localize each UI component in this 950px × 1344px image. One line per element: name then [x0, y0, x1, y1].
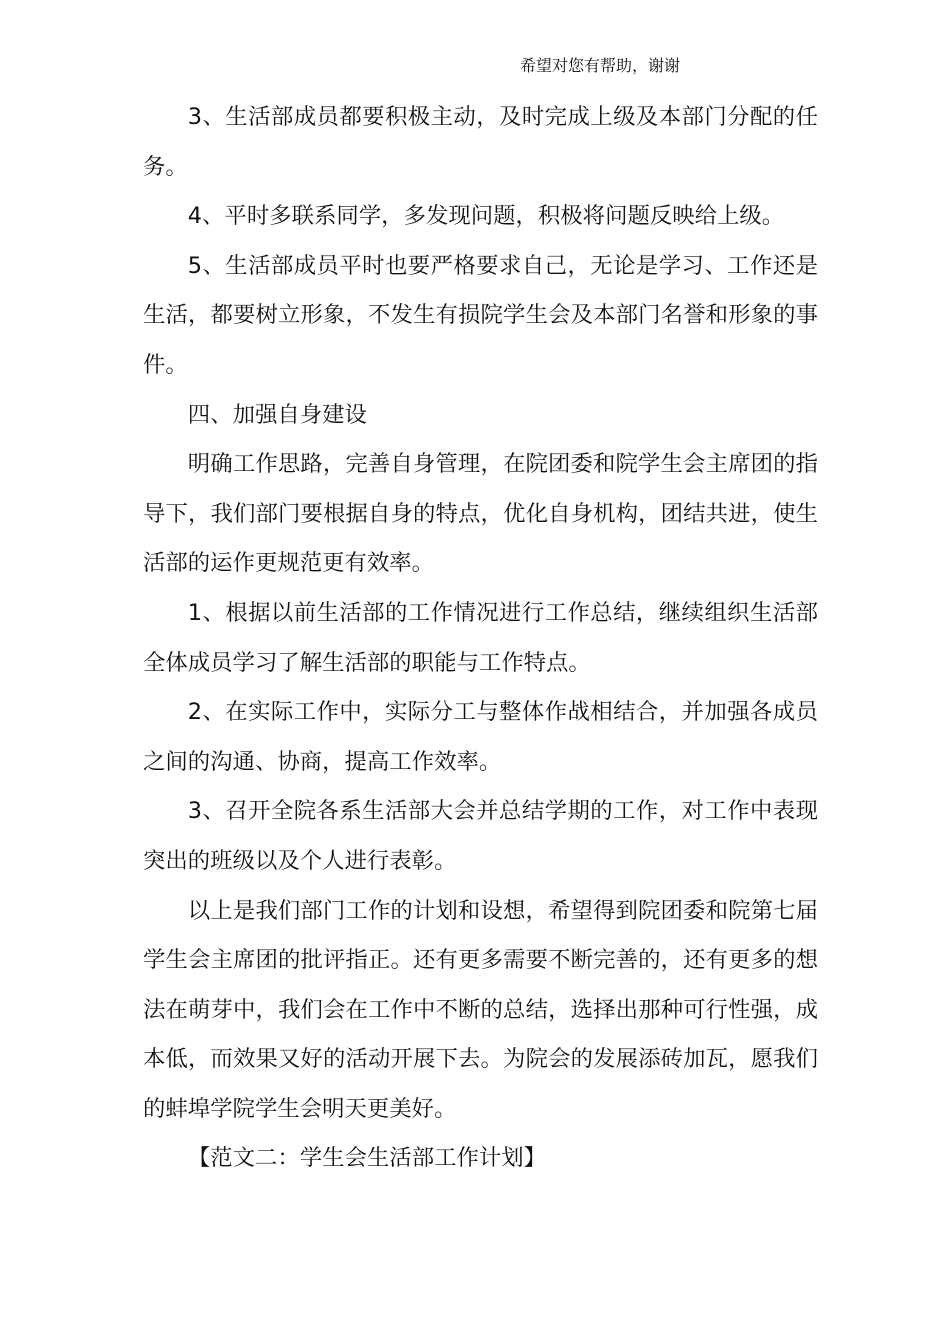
document-body: [143, 93, 818, 1184]
paragraph-item-3-meeting: 3、召开全院各系生活部大会并总结学期的工作，对工作中表现突出的班级以及个人进行表彰。: [143, 798, 818, 874]
paragraph-item-4: 4、平时多联系同学，多发现问题，积极将问题反映给上级。: [187, 203, 785, 230]
section-heading-strengthen-self-building: 四、加强自身建设: [187, 401, 367, 428]
paragraph-item-1: 1、根据以前生活部的工作情况进行工作总结，继续组织生活部全体成员学习了解生活部的职能与工作特点。: [143, 599, 818, 676]
paragraph-work-ideas: 明确工作思路，完善自身管理，在院团委和院学生会主席团的指导下，我们部门要根据自身的特点，优化自身机构，团结共进，使生活部的运作更规范更有效率。: [143, 451, 818, 577]
paragraph-item-3: 3、生活部成员都要积极主动，及时完成上级及本部门分配的任务。: [143, 104, 818, 180]
paragraph-item-5: 5、生活部成员平时也要严格要求自己，无论是学习、工作还是生活，都要树立形象，不发生有损院学生会及本部门名誉和形象的事件。: [143, 252, 818, 378]
sample-two-title: 【范文二：学生会生活部工作计划】: [187, 1145, 547, 1172]
paragraph-item-2: 2、在实际工作中，实际分工与整体作战相结合，并加强各成员之间的沟通、协商，提高工作效率。: [143, 699, 818, 775]
header-note: 希望对您有帮助，谢谢: [520, 56, 681, 75]
paragraph-conclusion: 以上是我们部门工作的计划和设想，希望得到院团委和院第七届学生会主席团的批评指正。还有更多需要不断完善的，还有更多的想法在萌芽中，我们会在工作中不断的总结，选择出那种可行性强，成本低，而效果又好的活动开展下去。为院会的发展添砖加瓦，愿我们的蚌埠学院学生会明天更美好。: [143, 897, 818, 1122]
